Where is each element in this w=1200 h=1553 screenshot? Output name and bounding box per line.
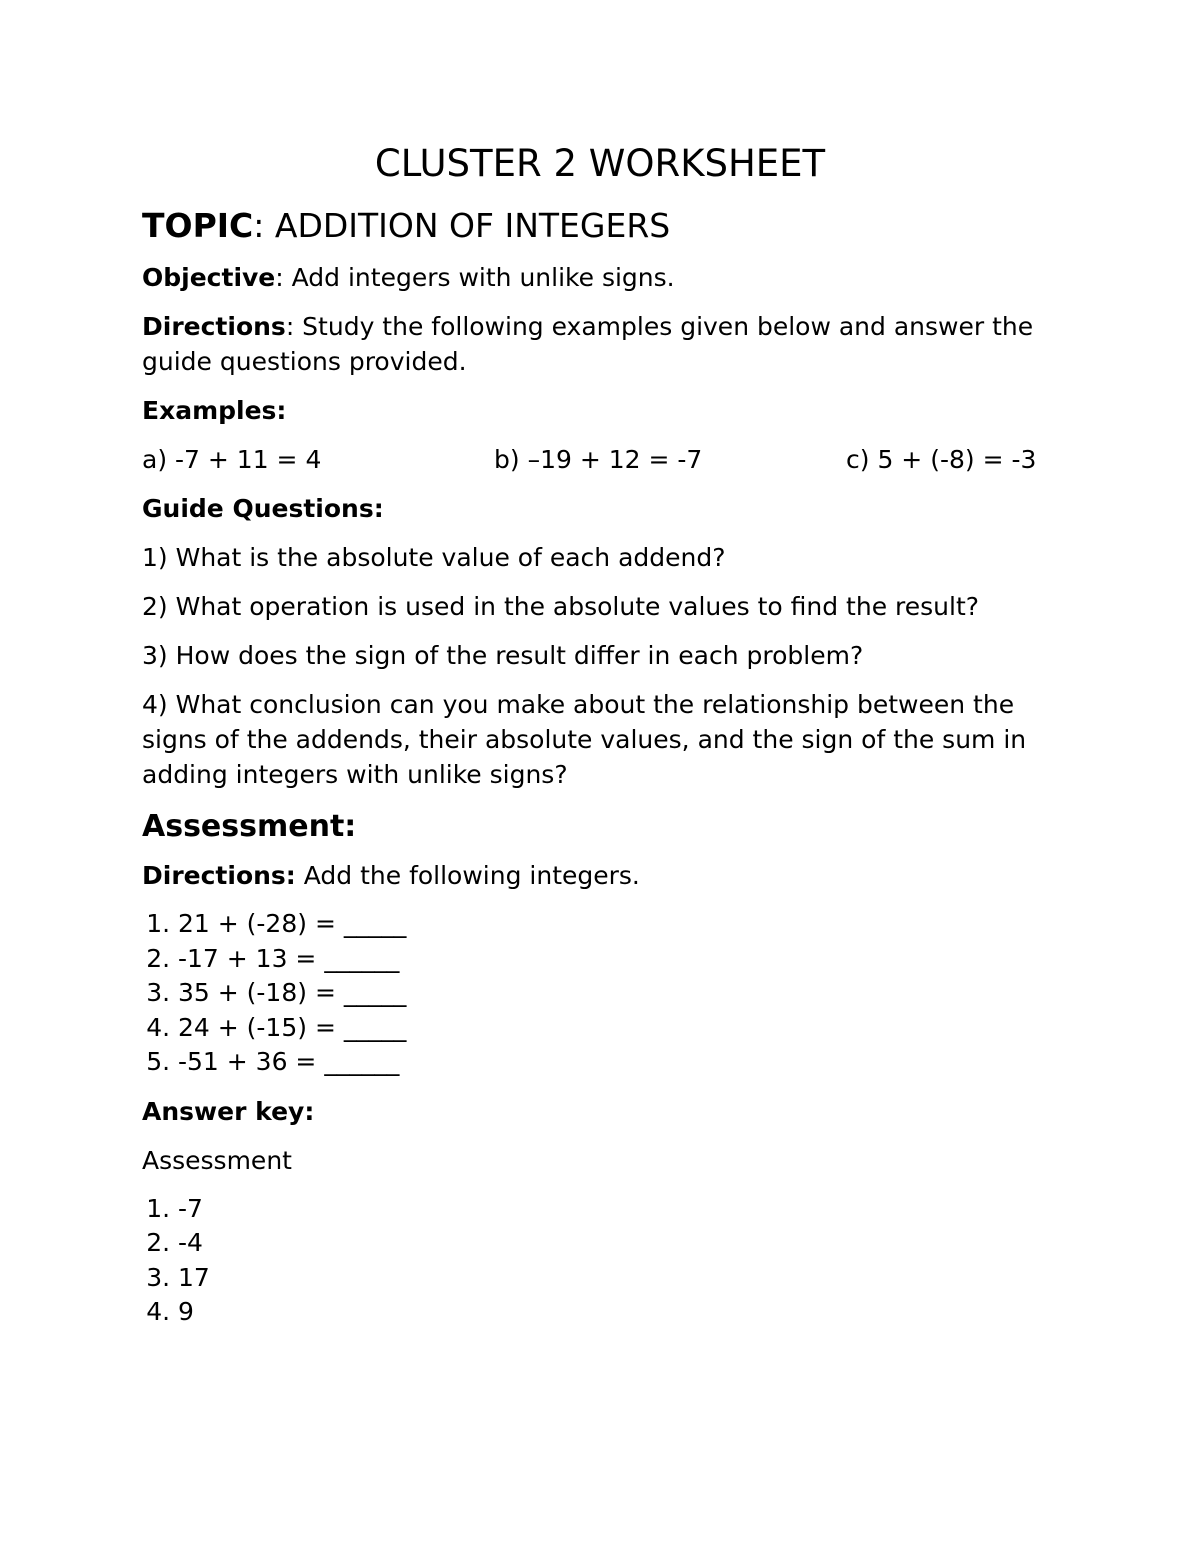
guide-heading-text: Guide Questions:	[142, 494, 384, 523]
answer-item: 3. 17	[178, 1261, 1072, 1296]
assessment-item: 4. 24 + (-15) = _____	[178, 1011, 1072, 1046]
directions-label: Directions	[142, 312, 286, 341]
guide-question-3: 3) How does the sign of the result differ in each problem?	[142, 641, 864, 670]
assessment-directions-label: Directions:	[142, 861, 296, 890]
objective-text: : Add integers with unlike signs.	[275, 263, 675, 292]
answer-item: 4. 9	[178, 1295, 1072, 1330]
directions	[142, 309, 1072, 379]
assessment-directions	[142, 858, 1072, 893]
assessment-item: 2. -17 + 13 = ______	[178, 942, 1072, 977]
example-c: c) 5 + (-8) = -3	[846, 445, 1037, 474]
topic-label: TOPIC	[142, 206, 254, 245]
guide-question-2: 2) What operation is used in the absolute values to find the result?	[142, 592, 980, 621]
answer-item: 1. -7	[178, 1192, 1072, 1227]
assessment-item: 1. 21 + (-28) = _____	[178, 907, 1072, 942]
topic-line	[142, 204, 1072, 248]
page-title: CLUSTER 2 WORKSHEET	[374, 142, 826, 185]
example-a: a) -7 + 11 = 4	[142, 445, 322, 474]
examples-row	[142, 442, 1072, 477]
assessment-item: 5. -51 + 36 = ______	[178, 1045, 1072, 1080]
assessment-heading: Assessment:	[142, 809, 357, 844]
guide-question-4: 4) What conclusion can you make about the relationship between the signs of the addends, their absolute values, and the sign of the sum in adding integers with unlike signs?	[142, 690, 1027, 789]
answer-key-heading	[142, 1094, 1072, 1129]
answer-key-heading-text: Answer key:	[142, 1096, 315, 1126]
worksheet-page	[142, 140, 1072, 1344]
example-b: b) –19 + 12 = -7	[494, 445, 703, 474]
answer-key-list	[142, 1192, 1072, 1330]
assessment-directions-text: Add the following integers.	[295, 861, 640, 890]
guide-question-1: 1) What is the absolute value of each addend?	[142, 543, 726, 572]
objective	[142, 260, 1072, 295]
topic-value: ADDITION OF INTEGERS	[264, 206, 671, 245]
assessment-list	[142, 907, 1072, 1080]
answer-item: 2. -4	[178, 1226, 1072, 1261]
topic-separator: :	[253, 206, 265, 245]
examples-heading	[142, 393, 1072, 428]
objective-label: Objective	[142, 263, 276, 292]
guide-heading	[142, 491, 1072, 526]
directions-text: : Study the following examples given below and answer the guide questions provided.	[142, 312, 1034, 376]
examples-heading-text: Examples:	[142, 396, 287, 425]
answer-key-subheading: Assessment	[142, 1145, 292, 1175]
assessment-item: 3. 35 + (-18) = _____	[178, 976, 1072, 1011]
